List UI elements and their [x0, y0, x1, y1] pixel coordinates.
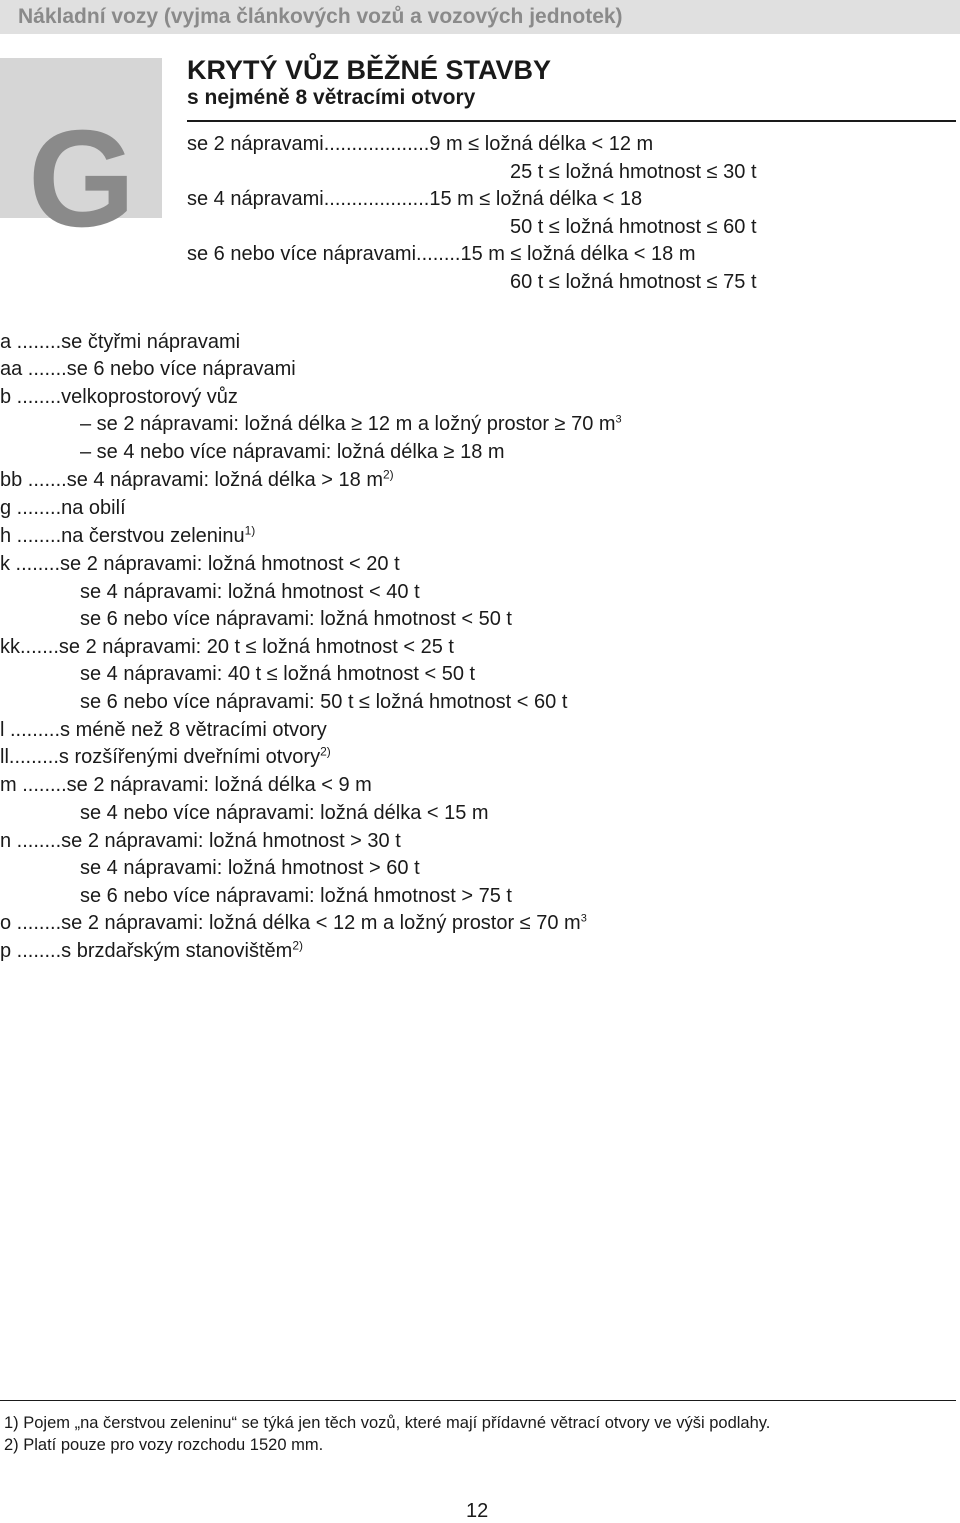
code-aa: aa .......se 6 nebo více nápravami	[0, 358, 296, 380]
footnote-1: 1) Pojem „na čerstvou zeleninu“ se týká jen těch vozů, které mají přídavné větrací otvory ve výši podlahy.	[4, 1414, 771, 1432]
section-subtitle: s nejméně 8 větracími otvory	[187, 86, 476, 109]
code-n: n ........se 2 nápravami: ložná hmotnost > 30 t	[0, 830, 401, 852]
header-title: Nákladní vozy (vyjma článkových vozů a vozových jednotek)	[18, 5, 623, 28]
spec-row-label: se 4 nápravami...................15 m ≤ ložná délka < 18	[187, 188, 643, 210]
section-title: KRYTÝ VŮZ BĚŽNÉ STAVBY	[187, 55, 552, 85]
code-o: o ........se 2 nápravami: ložná délka < 12 m a ložný prostor ≤ 70 $m^3$	[0, 912, 587, 934]
code-n-detail-3: se 6 nebo více nápravami: ložná hmotnost > 75 t	[80, 885, 512, 907]
code-b-detail-2: – se 4 nebo více nápravami: ložná délka ≥ 18 m	[80, 441, 505, 463]
footnote-divider	[0, 1400, 956, 1401]
code-ll: ll.........s rozšířenými dveřními otvory$^{2)}$	[0, 744, 331, 768]
code-k-detail-2: se 4 nápravami: ložná hmotnost < 40 t	[80, 581, 420, 603]
spec-row-label: se 6 nebo více nápravami........15 m ≤ ložná délka < 18 m	[187, 243, 696, 265]
code-kk-detail-3: se 6 nebo více nápravami: 50 t ≤ ložná hmotnost < 60 t	[80, 691, 568, 713]
code-bb: bb .......se 4 nápravami: ložná délka > 18 $m^{2)}$	[0, 467, 394, 491]
code-k: k ........se 2 nápravami: ložná hmotnost < 20 t	[0, 553, 400, 575]
code-k-detail-3: se 6 nebo více nápravami: ložná hmotnost < 50 t	[80, 608, 512, 630]
spec-row-weight: 50 t ≤ ložná hmotnost ≤ 60 t	[510, 216, 757, 238]
header-bar	[0, 0, 960, 34]
code-m-detail-2: se 4 nebo více nápravami: ložná délka < 15 m	[80, 802, 489, 824]
code-h: h ........na čerstvou zeleninu$^{1)}$	[0, 523, 256, 547]
code-m: m ........se 2 nápravami: ložná délka < 9 m	[0, 774, 372, 796]
code-n-detail-2: se 4 nápravami: ložná hmotnost > 60 t	[80, 857, 420, 879]
section-letter-box	[0, 58, 162, 256]
code-g: g ........na obilí	[0, 497, 126, 519]
section-letter: G	[28, 102, 136, 256]
code-l: l .........s méně než 8 větracími otvory	[0, 719, 327, 741]
code-p: p ........s brzdařským stanovištěm$^{2)}$	[0, 938, 303, 962]
code-b-detail-1: – se 2 nápravami: ložná délka ≥ 12 m a ložný prostor ≥ 70 $m^3$	[80, 413, 622, 435]
code-kk: kk.......se 2 nápravami: 20 t ≤ ložná hmotnost < 25 t	[0, 636, 454, 658]
title-divider	[187, 120, 956, 122]
page-number: 12	[466, 1500, 489, 1522]
code-a: a ........se čtyřmi nápravami	[0, 331, 241, 353]
footnote-2: 2) Platí pouze pro vozy rozchodu 1520 mm.	[4, 1436, 324, 1454]
code-b: b ........velkoprostorový vůz	[0, 386, 238, 408]
spec-row-label: se 2 nápravami...................9 m ≤ ložná délka < 12 m	[187, 133, 654, 155]
code-kk-detail-2: se 4 nápravami: 40 t ≤ ložná hmotnost < 50 t	[80, 663, 476, 685]
spec-row-weight: 25 t ≤ ložná hmotnost ≤ 30 t	[510, 161, 757, 183]
spec-row-weight: 60 t ≤ ložná hmotnost ≤ 75 t	[510, 271, 757, 293]
